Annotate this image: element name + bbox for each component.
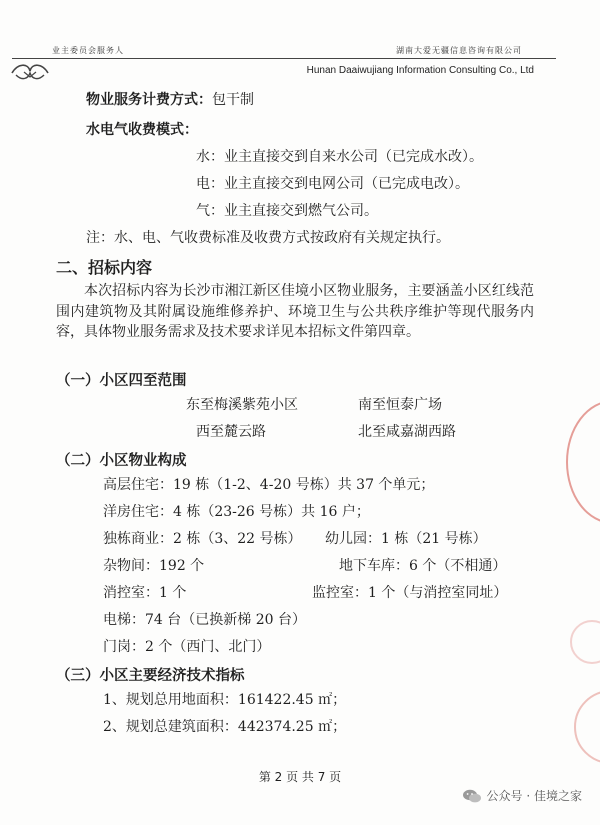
company-logo-icon bbox=[10, 61, 50, 83]
water-text: 业主直接交到自来水公司（已完成水改）。 bbox=[224, 149, 483, 165]
red-seal-stamp-lower bbox=[574, 690, 600, 764]
boundary-north: 北至咸嘉湖西路 bbox=[358, 424, 456, 440]
composition-elevator: 电梯：74 台（已换新梯 20 台） bbox=[103, 612, 306, 628]
wechat-watermark bbox=[462, 787, 582, 804]
composition-monitor-room: 监控室：1 个（与消控室同址） bbox=[312, 585, 508, 601]
power-text: 业主直接交到电网公司（已完成电改）。 bbox=[224, 176, 469, 192]
boundary-west: 西至麓云路 bbox=[196, 424, 266, 440]
composition-commercial: 独栋商业：2 栋（3、22 号栋） bbox=[103, 531, 302, 547]
composition-gate: 门岗：2 个（西门、北门） bbox=[103, 639, 271, 655]
power-label: 电： bbox=[196, 176, 224, 192]
section-heading-tender-content: 二、招标内容 bbox=[56, 258, 153, 277]
gas-label: 气： bbox=[196, 203, 224, 219]
fee-method bbox=[86, 91, 254, 109]
indicator-land-area: 1、规划总用地面积：161422.45 ㎡； bbox=[103, 692, 347, 708]
boundary-heading: （一）小区四至范围 bbox=[56, 373, 187, 389]
fee-method-value: 包干制 bbox=[212, 92, 254, 108]
tender-content-paragraph: 本次招标内容为长沙市湘江新区佳境小区物业服务，主要涵盖小区红线范围内建筑物及其附属设施维修养护、环境卫生与公共秩序维护等现代服务内容，具体物业服务需求及技术要求详见本招标文件第四章。 bbox=[56, 283, 534, 340]
composition-garage: 地下车库：6 个（不相通） bbox=[339, 558, 507, 574]
water-label: 水： bbox=[196, 149, 224, 165]
composition-heading: （二）小区物业构成 bbox=[56, 453, 187, 469]
composition-fire-room: 消控室：1 个 bbox=[103, 585, 187, 601]
composition-kindergarten: 幼儿园：1 栋（21 号栋） bbox=[325, 531, 487, 547]
indicator-building-area: 2、规划总建筑面积：442374.25 ㎡； bbox=[103, 719, 347, 735]
composition-high-rise: 高层住宅：19 栋（1-2、4-20 号栋）共 37 个单元； bbox=[103, 477, 435, 493]
gas-line bbox=[196, 202, 378, 220]
watermark-text: 公众号 · 佳境之家 bbox=[486, 789, 582, 803]
gas-text: 业主直接交到燃气公司。 bbox=[224, 203, 378, 219]
utility-heading: 水电气收费模式： bbox=[86, 122, 198, 138]
indicators-heading: （三）小区主要经济技术指标 bbox=[56, 668, 245, 684]
utility-note: 注：水、电、气收费标准及收费方式按政府有关规定执行。 bbox=[86, 230, 450, 246]
page-number: 第 2 页 共 7 页 bbox=[258, 770, 342, 784]
red-seal-stamp-upper bbox=[566, 400, 600, 524]
header-right-text: 湖南大爱无疆信息咨询有限公司 bbox=[396, 46, 522, 55]
red-seal-stamp-mark bbox=[570, 620, 600, 664]
boundary-south: 南至恒泰广场 bbox=[358, 397, 442, 413]
composition-storage: 杂物间：192 个 bbox=[103, 558, 205, 574]
boundary-east: 东至梅溪紫苑小区 bbox=[186, 397, 298, 413]
company-english-name: Hunan Daaiwujiang Information Consulting Co., Ltd bbox=[306, 65, 534, 76]
header-rule bbox=[12, 58, 556, 59]
power-line bbox=[196, 175, 469, 193]
header-left-text: 业主委员会服务人 bbox=[52, 46, 124, 55]
fee-method-label: 物业服务计费方式： bbox=[86, 92, 212, 108]
wechat-icon bbox=[462, 789, 482, 803]
composition-villa: 洋房住宅：4 栋（23-26 号栋）共 16 户； bbox=[103, 504, 370, 520]
water-line bbox=[196, 148, 483, 166]
